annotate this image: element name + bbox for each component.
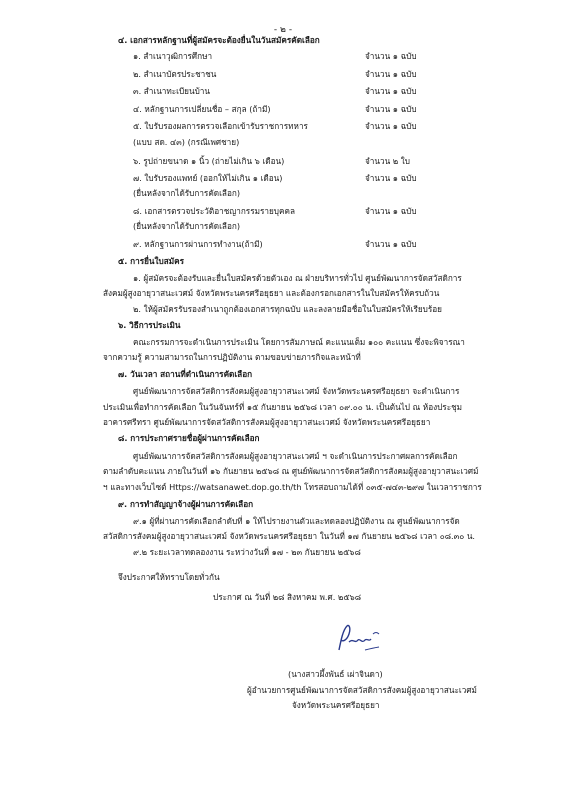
section6-line1: คณะกรรมการจะดำเนินการประเมิน โดยการสัมภาษณ์ คะแนนเต็ม ๑๐๐ คะแนน ซึ่งจะพิจารณา <box>133 337 465 347</box>
doc-item-note: (ยื่นหลังจากได้รับการคัดเลือก) <box>133 188 241 198</box>
doc-item: ๖. รูปถ่ายขนาด ๑ นิ้ว (ถ่ายไม่เกิน ๖ เดือน) <box>133 156 285 166</box>
section5-p2: ๒. ให้ผู้สมัครรับรองสำเนาถูกต้องเอกสารทุกฉบับ และลงลายมือชื่อในใบสมัครให้เรียบร้อย <box>133 304 442 314</box>
section7-line2: ประเมินเพื่อทำการคัดเลือก ในวันจันทร์ที่ ๑๕ กันยายน ๒๕๖๘ เวลา ๐๙.๐๐ น. เป็นต้นไป ณ ห้องประชุม <box>103 402 463 412</box>
signer-name: (นางสาวผึ้งพันธ์ เผ่าจินดา) <box>288 669 383 679</box>
section4-title: ๔. เอกสารหลักฐานที่ผู้สมัครจะต้องยื่นในวันสมัครคัดเลือก <box>118 35 320 45</box>
page-number: - ๒ - <box>273 25 293 35</box>
closing-text: จึงประกาศให้ทราบโดยทั่วกัน <box>118 572 220 582</box>
signer-title-line2: จังหวัดพระนครศรีอยุธยา <box>292 700 380 710</box>
doc-item-qty: จำนวน ๑ ฉบับ <box>365 239 417 249</box>
section7-line3: อาคารศรีทรา ศูนย์พัฒนาการจัดสวัสดิการสังคมผู้สูงอายุวาสนะเวศม์ จังหวัดพระนครศรีอยุธยา <box>103 417 431 427</box>
section5-p1-line1: ๑. ผู้สมัครจะต้องรับและยื่นใบสมัครด้วยตัวเอง ณ ฝ่ายบริหารทั่วไป ศูนย์พัฒนาการจัดสวัสดิการ <box>133 273 462 283</box>
doc-item: ๕. ใบรับรองผลการตรวจเลือกเข้ารับราชการทหาร <box>133 121 308 131</box>
section8-line1: ศูนย์พัฒนาการจัดสวัสดิการสังคมผู้สูงอายุวาสนะเวศม์ ฯ จะดำเนินการประกาศผลการคัดเลือก <box>133 451 458 461</box>
announcement-date: ประกาศ ณ วันที่ ๒๘ สิงหาคม พ.ศ. ๒๕๖๘ <box>213 592 362 602</box>
doc-item-qty: จำนวน ๑ ฉบับ <box>365 69 417 79</box>
section9-line1: ๙.๑ ผู้ที่ผ่านการคัดเลือกลำดับที่ ๑ ให้ไปรายงานตัวและทดลองปฏิบัติงาน ณ ศูนย์พัฒนาการจัด <box>133 516 460 526</box>
doc-item-note: (ยื่นหลังจากได้รับการคัดเลือก) <box>133 221 241 231</box>
section9-line3: ๙.๒ ระยะเวลาทดลองงาน ระหว่างวันที่ ๑๗ - ๒๓ กันยายน ๒๕๖๘ <box>133 547 361 557</box>
section7-line1: ศูนย์พัฒนาการจัดสวัสดิการสังคมผู้สูงอายุวาสนะเวศม์ จังหวัดพระนครศรีอยุธยา จะดำเนินการ <box>133 386 460 396</box>
section5-title: ๕. การยื่นใบสมัคร <box>118 256 184 266</box>
doc-item: ๒. สำเนาบัตรประชาชน <box>133 69 217 79</box>
doc-item-qty: จำนวน ๑ ฉบับ <box>365 104 417 114</box>
doc-item: ๙. หลักฐานการผ่านการทำงาน(ถ้ามี) <box>133 239 263 249</box>
doc-item: ๑. สำเนาวุฒิการศึกษา <box>133 51 213 61</box>
section6-line2: จากความรู้ ความสามารถในการปฏิบัติงาน ตามขอบข่ายภารกิจและหน้าที่ <box>103 352 361 362</box>
section8-title: ๘. การประกาศรายชื่อผู้ผ่านการคัดเลือก <box>118 433 260 443</box>
signer-title-line1: ผู้อำนวยการศูนย์พัฒนาการจัดสวัสดิการสังคมผู้สูงอายุวาสนะเวศม์ <box>247 685 477 695</box>
doc-item-qty: จำนวน ๑ ฉบับ <box>365 86 417 96</box>
section8-line2: ตามลำดับคะแนน ภายในวันที่ ๑๖ กันยายน ๒๕๖๘ ณ ศูนย์พัฒนาการจัดสวัสดิการสังคมผู้สูงอายุวาสนะเวศม์ <box>103 466 479 476</box>
doc-item: ๔. หลักฐานการเปลี่ยนชื่อ – สกุล (ถ้ามี) <box>133 104 271 114</box>
doc-item-qty: จำนวน ๒ ใบ <box>365 156 410 166</box>
section5-p1-line2: สังคมผู้สูงอายุวาสนะเวศม์ จังหวัดพระนครศรีอยุธยา และต้องกรอกเอกสารในใบสมัครให้ครบถ้วน <box>103 288 440 298</box>
handwritten-signature <box>335 620 385 660</box>
doc-item-qty: จำนวน ๑ ฉบับ <box>365 173 417 183</box>
doc-item-note: (แบบ สด. ๔๓) (กรณีเพศชาย) <box>133 137 240 147</box>
section7-title: ๗. วันเวลา สถานที่ดำเนินการคัดเลือก <box>118 369 253 379</box>
doc-item-qty: จำนวน ๑ ฉบับ <box>365 206 417 216</box>
section6-title: ๖. วิธีการประเมิน <box>118 320 181 330</box>
doc-item: ๘. เอกสารตรวจประวัติอาชญากรรมรายบุคคล <box>133 206 295 216</box>
doc-item-qty: จำนวน ๑ ฉบับ <box>365 121 417 131</box>
section9-title: ๙. การทำสัญญาจ้างผู้ผ่านการคัดเลือก <box>118 499 254 509</box>
section8-line3: ฯ และทางเว็บไซต์ Https://watsanawet.dop.go.th/th โทรสอบถามได้ที่ ๐๓๕-๗๔๓-๒๙๗ ในเวลาราชการ <box>103 482 482 492</box>
doc-item-qty: จำนวน ๑ ฉบับ <box>365 51 417 61</box>
section9-line2: สวัสดิการสังคมผู้สูงอายุวาสนะเวศม์ จังหวัดพระนครศรีอยุธยา ในวันที่ ๑๗ กันยายน ๒๕๖๘ เวลา ๐๘.๓๐ น. <box>103 531 476 541</box>
doc-item: ๓. สำเนาทะเบียนบ้าน <box>133 86 210 96</box>
doc-item: ๗. ใบรับรองแพทย์ (ออกให้ไม่เกิน ๑ เดือน) <box>133 173 283 183</box>
